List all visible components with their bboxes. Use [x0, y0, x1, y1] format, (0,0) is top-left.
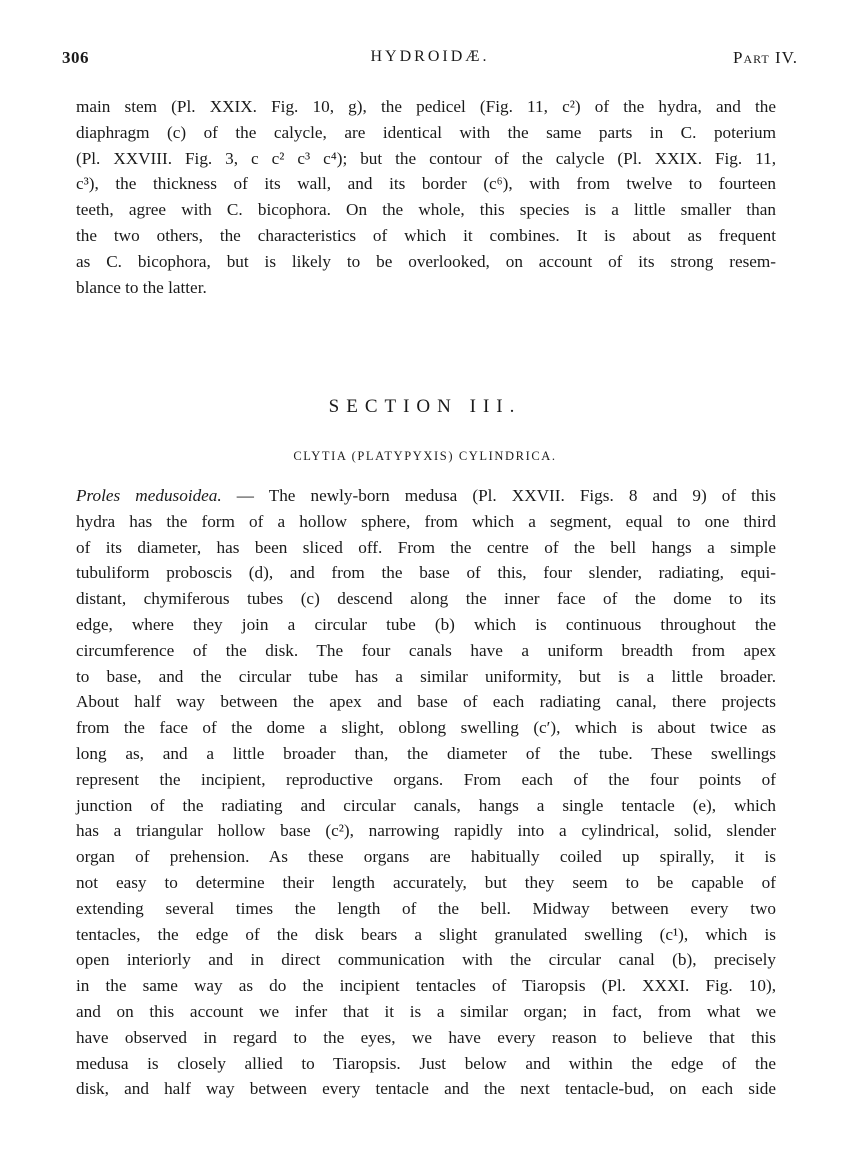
text-line: circumference of the disk. The four canals have a uniform breadth from apex — [76, 640, 776, 660]
text-line: junction of the radiating and circular canals, hangs a single tentacle (e), which — [76, 795, 776, 815]
text-line: long as, and a little broader than, the diameter of the tube. These swellings — [76, 743, 776, 763]
text-line: as C. bicophora, but is likely to be overlooked, on account of its strong resem- — [76, 251, 776, 271]
text-line: About half way between the apex and base of each radiating canal, there projects — [76, 692, 776, 712]
text-line: organ of prehension. As these organs are habitually coiled up spirally, it is — [76, 847, 776, 867]
paragraph-continuation — [76, 94, 776, 300]
text-line: have observed in regard to the eyes, we have every reason to believe that this — [76, 1027, 776, 1047]
paragraph-lead: Proles medusoidea. — [76, 486, 222, 505]
text-line: medusa is closely allied to Tiaropsis. Just below and within the edge of the — [76, 1053, 776, 1073]
text-line: in the same way as do the incipient tentacles of Tiaropsis (Pl. XXXI. Fig. 10), — [76, 976, 776, 996]
text-line: distant, chymiferous tubes (c) descend along the inner face of the dome to its — [76, 589, 776, 609]
text-line: extending several times the length of the bell. Midway between every two — [76, 898, 776, 918]
text-line: hydra has the form of a hollow sphere, from which a segment, equal to one third — [76, 511, 776, 531]
text-line: diaphragm (c) of the calycle, are identical with the same parts in C. poterium — [76, 122, 776, 142]
text-line: tentacles, the edge of the disk bears a slight granulated swelling (c¹), which is — [76, 924, 776, 944]
text-line: from the face of the dome a slight, oblong swelling (c′), which is about twice as — [76, 718, 776, 738]
text-line: tubuliform proboscis (d), and from the base of this, four slender, radiating, equi- — [76, 563, 776, 583]
text-line: not easy to determine their length accurately, but they seem to be capable of — [76, 872, 776, 892]
text-line: and on this account we infer that it is a similar organ; in fact, from what we — [76, 1001, 776, 1021]
page-number: 306 — [62, 48, 89, 67]
text-line: open interiorly and in direct communication with the circular canal (b), precisely — [76, 950, 776, 970]
text-line: to base, and the circular tube has a similar uniformity, but is a little broader. — [76, 666, 776, 686]
text-line: blance to the latter. — [76, 277, 207, 297]
text-line: of its diameter, has been sliced off. From the centre of the bell hangs a simple — [76, 537, 776, 557]
text-line: the two others, the characteristics of which it combines. It is about as frequent — [76, 225, 776, 245]
section-heading: SECTION III. — [328, 396, 522, 417]
part-label: Part IV. — [733, 48, 798, 67]
running-head-title: HYDROIDÆ. — [370, 48, 490, 65]
text-line: disk, and half way between every tentacle and the next tentacle-bud, on each side — [76, 1079, 776, 1099]
text-line: represent the incipient, reproductive organs. From each of the four points of — [76, 769, 776, 789]
text-line: c³), the thickness of its wall, and its border (c⁶), with from twelve to fourteen — [76, 174, 776, 194]
running-head — [62, 48, 798, 74]
text-line: main stem (Pl. XXIX. Fig. 10, g), the pedicel (Fig. 11, c²) of the hydra, and the — [76, 97, 776, 116]
paragraph-proles-medusoidea — [76, 483, 776, 1102]
first-line-rest: — The newly-born medusa (Pl. XXVII. Figs. 8 and 9) of this — [221, 486, 776, 505]
text-line: (Pl. XXVIII. Fig. 3, c c² c³ c⁴); but the contour of the calycle (Pl. XXIX. Fig. 11, — [76, 148, 776, 168]
text-line: edge, where they join a circular tube (b) which is continuous throughout the — [76, 614, 776, 634]
text-line: has a triangular hollow base (c²), narrowing rapidly into a cylindrical, solid, slender — [76, 821, 776, 841]
species-subheading: CLYTIA (PLATYPYXIS) CYLINDRICA. — [293, 449, 557, 463]
text-line-first — [76, 483, 776, 509]
text-line: teeth, agree with C. bicophora. On the whole, this species is a little smaller than — [76, 200, 776, 220]
